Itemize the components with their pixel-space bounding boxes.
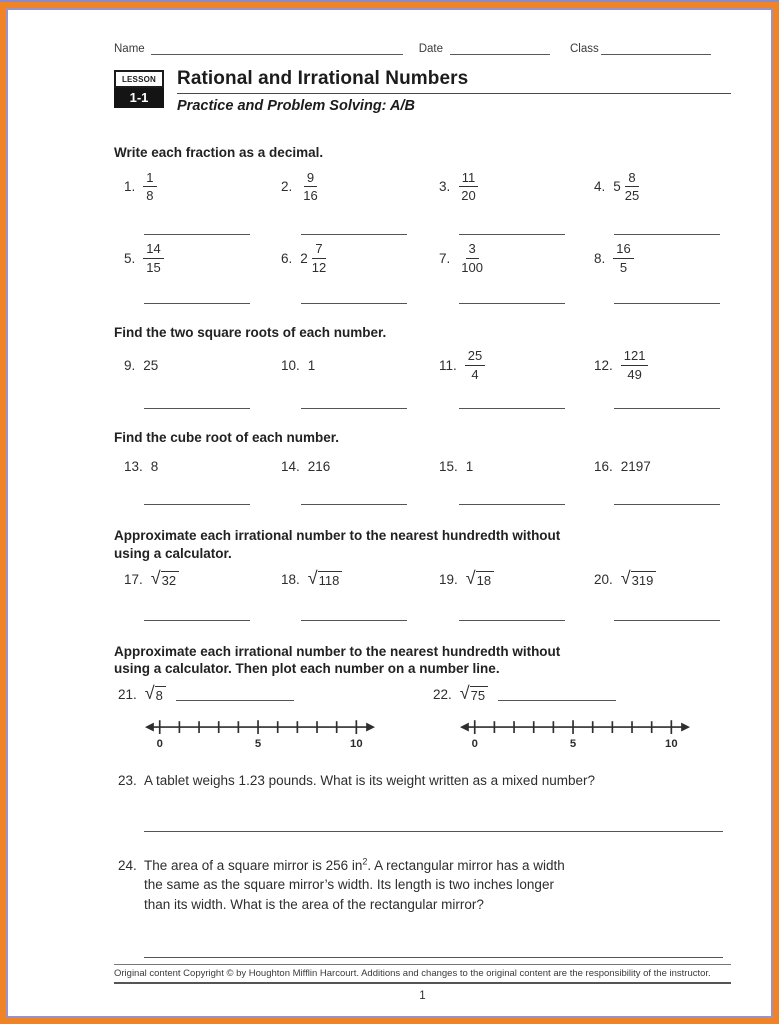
problem-16 bbox=[594, 459, 731, 474]
problem-15 bbox=[439, 459, 594, 474]
square-root-expression: √ 118 bbox=[308, 571, 343, 588]
problem-3 bbox=[439, 170, 594, 204]
problem-1 bbox=[124, 170, 281, 204]
problem-7 bbox=[439, 241, 594, 275]
square-root-expression: √ 8 bbox=[145, 686, 166, 703]
problem-value: 2197 bbox=[620, 459, 651, 474]
answer-blank-row bbox=[114, 492, 731, 505]
answer-blank-14 bbox=[301, 492, 407, 505]
problem-row bbox=[114, 683, 731, 704]
answer-blank-2 bbox=[301, 222, 407, 235]
problem-number: 12. bbox=[594, 357, 613, 373]
fraction: $\frac{7}{12}$ bbox=[311, 241, 327, 275]
problem-11 bbox=[439, 348, 594, 382]
problem-number: 7. bbox=[439, 250, 451, 266]
problem-12 bbox=[594, 348, 731, 382]
problem-19 bbox=[439, 567, 594, 588]
problem-number: 8. bbox=[594, 250, 606, 266]
problem-4 bbox=[594, 170, 731, 204]
problem-5 bbox=[124, 241, 281, 275]
problem-21 bbox=[118, 683, 433, 704]
section-heading-fractions: Write each fraction as a decimal. bbox=[114, 145, 324, 160]
answer-blank-row bbox=[114, 396, 731, 409]
radical-icon: √ bbox=[307, 567, 318, 588]
radical-icon: √ bbox=[620, 567, 631, 588]
problem-row bbox=[114, 567, 731, 588]
lesson-badge bbox=[114, 70, 164, 114]
svg-text:5: 5 bbox=[254, 738, 262, 750]
problem-value: 25 bbox=[143, 357, 159, 373]
problem-number: 14. bbox=[281, 459, 300, 474]
problem-14 bbox=[281, 459, 439, 474]
answer-blank-3 bbox=[459, 222, 565, 235]
answer-blank-16 bbox=[614, 492, 720, 505]
worksheet-content bbox=[6, 8, 773, 1018]
header-fields bbox=[114, 42, 731, 55]
square-root-expression: √ 75 bbox=[460, 686, 488, 703]
number-line-row bbox=[114, 717, 731, 749]
fraction: $\frac{11}{20}$ bbox=[458, 170, 478, 204]
lesson-header bbox=[114, 68, 731, 114]
problem-value: 8 bbox=[150, 459, 159, 474]
problem-number: 19. bbox=[439, 571, 458, 587]
problem-number: 22. bbox=[433, 687, 452, 703]
right-arrow-icon bbox=[366, 723, 375, 732]
radical-icon: √ bbox=[150, 567, 161, 588]
problem-18 bbox=[281, 567, 439, 588]
svg-text:0: 0 bbox=[156, 738, 163, 750]
fraction: $\frac{3}{100}$ bbox=[461, 241, 483, 275]
answer-blank-24 bbox=[144, 945, 723, 958]
problem-value: 1 bbox=[307, 357, 316, 373]
answer-blank-22 bbox=[498, 688, 616, 701]
answer-blank-7 bbox=[459, 291, 565, 304]
superscript: 2 bbox=[362, 856, 368, 867]
answer-blank-4 bbox=[614, 222, 720, 235]
svg-text:10: 10 bbox=[350, 738, 363, 750]
title-rule bbox=[177, 93, 731, 94]
problem-23 bbox=[114, 771, 731, 791]
answer-blank-row bbox=[114, 291, 731, 304]
problem-row bbox=[114, 459, 731, 474]
fraction: $\frac{121}{49}$ bbox=[621, 348, 649, 382]
date-label: Date bbox=[418, 43, 443, 55]
page-footer bbox=[114, 964, 731, 1002]
footer-rule-bottom bbox=[114, 982, 731, 984]
left-arrow-icon bbox=[460, 723, 469, 732]
problem-number: 9. bbox=[124, 357, 136, 373]
section-heading-plot: Approximate each irrational number to the nearest hundredth without using a calculator. Then plot each number on a number line. bbox=[114, 643, 561, 677]
date-blank-line bbox=[450, 42, 550, 55]
problem-22 bbox=[433, 683, 731, 704]
svg-text:0: 0 bbox=[471, 738, 478, 750]
problem-number: 17. bbox=[124, 571, 143, 587]
problem-number: 23. bbox=[118, 773, 137, 789]
fraction: $\frac{14}{15}$ bbox=[143, 241, 163, 275]
section-heading-square-roots: Find the two square roots of each number. bbox=[114, 325, 387, 341]
problem-value: 1 bbox=[465, 459, 474, 474]
answer-blank-19 bbox=[459, 608, 565, 621]
lesson-badge-number: 1-1 bbox=[114, 88, 164, 108]
problem-number: 21. bbox=[118, 687, 137, 703]
mixed-whole: 5 bbox=[613, 179, 621, 195]
problem-number: 18. bbox=[281, 571, 300, 587]
problem-17 bbox=[124, 567, 281, 588]
answer-blank-21 bbox=[176, 688, 294, 701]
problem-2 bbox=[281, 170, 439, 204]
copyright-text: Original content Copyright © by Houghton Mifflin Harcourt. Additions and changes to the original content are the responsibility of the instructor. bbox=[114, 968, 711, 979]
answer-blank-23 bbox=[144, 819, 723, 832]
square-root-expression: √ 18 bbox=[466, 571, 494, 588]
problem-6 bbox=[281, 241, 439, 275]
answer-blank-20 bbox=[614, 608, 720, 621]
answer-blank-10 bbox=[301, 396, 407, 409]
problem-number: 3. bbox=[439, 179, 451, 195]
section-heading-approximate: Approximate each irrational number to the nearest hundredth without using a calculator. bbox=[114, 528, 561, 561]
right-arrow-icon bbox=[681, 723, 690, 732]
answer-blank-5 bbox=[144, 291, 250, 304]
class-label: Class bbox=[569, 43, 599, 55]
problem-number: 4. bbox=[594, 179, 606, 195]
mixed-whole: 2 bbox=[300, 250, 308, 266]
radical-icon: √ bbox=[144, 683, 155, 704]
word-problem-text: The area of a square mirror is 256 $in^2$. A rectangular mirror has a width the same as the square mirror’s width. Its length is two inches longer than its width. What is the area of the rectangular mirror? bbox=[144, 856, 565, 912]
answer-blank-18 bbox=[301, 608, 407, 621]
problem-number: 20. bbox=[594, 571, 613, 587]
problem-8 bbox=[594, 241, 731, 275]
problem-20 bbox=[594, 567, 731, 588]
number-line-21 bbox=[144, 717, 376, 749]
lesson-badge-word: LESSON bbox=[114, 70, 164, 88]
fraction: $\frac{9}{16}$ bbox=[303, 169, 318, 204]
page-subtitle: Practice and Problem Solving: A/B bbox=[177, 98, 415, 114]
worksheet-page bbox=[0, 2, 779, 1024]
answer-blank-13 bbox=[144, 492, 250, 505]
problem-row bbox=[114, 241, 731, 275]
word-problem-text: A tablet weighs 1.23 pounds. What is its weight written as a mixed number? bbox=[144, 773, 595, 789]
problem-10 bbox=[281, 358, 439, 373]
section-heading-cube-roots: Find the cube root of each number. bbox=[114, 430, 340, 446]
problem-number: 13. bbox=[124, 459, 143, 474]
svg-text:10: 10 bbox=[665, 738, 678, 750]
problem-number: 10. bbox=[281, 357, 300, 373]
class-blank-line bbox=[601, 42, 711, 55]
name-label: Name bbox=[114, 43, 145, 55]
svg-text:5: 5 bbox=[569, 738, 577, 750]
answer-blank-9 bbox=[144, 396, 250, 409]
problem-number: 2. bbox=[281, 179, 293, 195]
answer-blank-row bbox=[114, 222, 731, 235]
problem-number: 11. bbox=[439, 357, 457, 373]
radical-icon: √ bbox=[465, 567, 476, 588]
number-line-22 bbox=[459, 717, 691, 749]
problem-value: 216 bbox=[307, 459, 331, 474]
name-blank-line bbox=[151, 42, 403, 55]
answer-blank-12 bbox=[614, 396, 720, 409]
left-arrow-icon bbox=[145, 723, 154, 732]
answer-blank-17 bbox=[144, 608, 250, 621]
problem-row bbox=[114, 348, 731, 382]
problem-row bbox=[114, 170, 731, 204]
problem-13 bbox=[124, 459, 281, 474]
answer-blank-8 bbox=[614, 291, 720, 304]
radical-icon: √ bbox=[459, 683, 470, 704]
problem-24 bbox=[114, 856, 731, 915]
problem-number: 6. bbox=[281, 250, 293, 266]
problem-number: 5. bbox=[124, 250, 136, 266]
problem-number: 15. bbox=[439, 459, 458, 474]
fraction: $\frac{8}{25}$ bbox=[624, 169, 640, 204]
answer-blank-6 bbox=[301, 291, 407, 304]
answer-blank-1 bbox=[144, 222, 250, 235]
problem-number: 16. bbox=[594, 459, 613, 474]
fraction: $\frac{1}{8}$ bbox=[143, 170, 156, 204]
answer-blank-11 bbox=[459, 396, 565, 409]
fraction: $\frac{16}{5}$ bbox=[613, 241, 633, 275]
answer-blank-15 bbox=[459, 492, 565, 505]
page-number: 1 bbox=[419, 990, 426, 1002]
page-title: Rational and Irrational Numbers bbox=[177, 68, 469, 89]
problem-number: 24. bbox=[118, 857, 137, 873]
problem-number: 1. bbox=[124, 179, 136, 195]
answer-blank-row bbox=[114, 608, 731, 621]
square-root-expression: √ 32 bbox=[151, 571, 179, 588]
square-root-expression: √ 319 bbox=[621, 571, 657, 588]
problem-9 bbox=[124, 358, 281, 373]
fraction: $\frac{25}{4}$ bbox=[465, 348, 485, 382]
